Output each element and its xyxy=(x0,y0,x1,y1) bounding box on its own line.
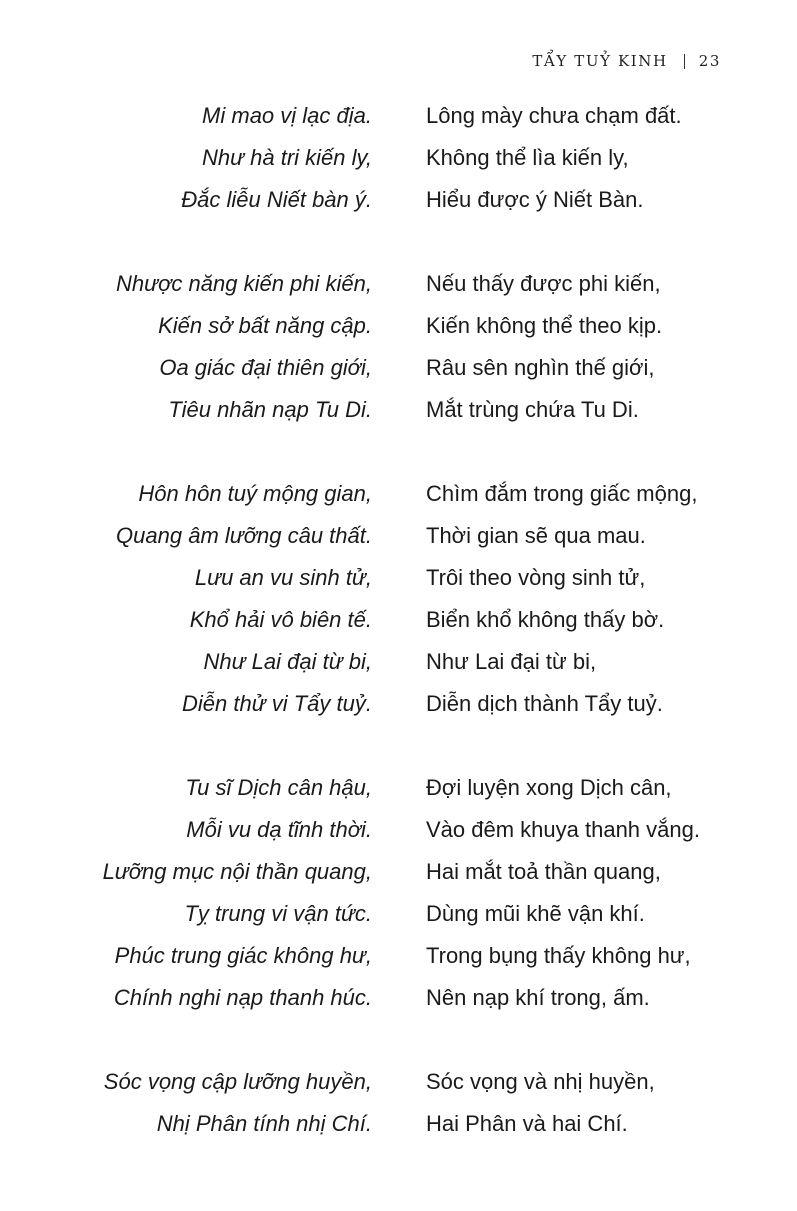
verse-line xyxy=(0,347,797,389)
original-verse: Oa giác đại thiên giới, xyxy=(159,355,372,380)
verse-line xyxy=(0,851,797,893)
original-verse: Sóc vọng cập lưỡng huyền, xyxy=(103,1069,372,1094)
verse-line xyxy=(0,473,797,515)
translated-verse: Như Lai đại từ bi, xyxy=(426,649,597,674)
original-verse: Tu sĩ Dịch cân hậu, xyxy=(185,775,372,800)
stanza xyxy=(0,1061,797,1145)
original-verse: Mi mao vị lạc địa. xyxy=(202,103,372,128)
translated-verse: Râu sên nghìn thế giới, xyxy=(426,355,655,380)
verse-line xyxy=(0,389,797,431)
stanza xyxy=(0,95,797,221)
verse-line xyxy=(0,305,797,347)
original-verse: Nhị Phân tính nhị Chí. xyxy=(156,1111,372,1136)
verse-line xyxy=(0,977,797,1019)
running-head xyxy=(532,48,721,74)
translated-verse: Hai mắt toả thần quang, xyxy=(426,859,661,884)
stanza xyxy=(0,767,797,1019)
original-verse: Phúc trung giác không hư, xyxy=(114,943,372,968)
translated-verse: Nếu thấy được phi kiến, xyxy=(426,271,661,296)
original-verse: Quang âm lưỡng câu thất. xyxy=(116,523,372,548)
page-number: 23 xyxy=(698,52,721,70)
original-verse: Tỵ trung vi vận tức. xyxy=(184,901,372,926)
verse-line xyxy=(0,1103,797,1145)
verse-line xyxy=(0,557,797,599)
verse-line xyxy=(0,809,797,851)
verse-line xyxy=(0,515,797,557)
verse-line xyxy=(0,893,797,935)
original-verse: Tiêu nhãn nạp Tu Di. xyxy=(168,397,372,422)
original-verse: Lưỡng mục nội thần quang, xyxy=(102,859,372,884)
translated-verse: Không thể lìa kiến ly, xyxy=(426,145,629,170)
translated-verse: Mắt trùng chứa Tu Di. xyxy=(426,397,639,422)
book-title: TẨY TUỶ KINH xyxy=(532,52,668,70)
poem-body xyxy=(0,95,797,1187)
original-verse: Diễn thử vi Tẩy tuỷ. xyxy=(181,691,372,716)
header-separator xyxy=(684,54,685,69)
original-verse: Mỗi vu dạ tĩnh thời. xyxy=(186,817,372,842)
translated-verse: Trong bụng thấy không hư, xyxy=(426,943,691,968)
original-verse: Như Lai đại từ bi, xyxy=(203,649,372,674)
original-verse: Kiến sở bất năng cập. xyxy=(158,313,372,338)
translated-verse: Hai Phân và hai Chí. xyxy=(426,1111,628,1136)
original-verse: Nhược năng kiến phi kiến, xyxy=(116,271,372,296)
original-verse: Hôn hôn tuý mộng gian, xyxy=(138,481,372,506)
translated-verse: Hiểu được ý Niết Bàn. xyxy=(426,187,644,212)
verse-line xyxy=(0,179,797,221)
translated-verse: Sóc vọng và nhị huyền, xyxy=(426,1069,655,1094)
verse-line xyxy=(0,683,797,725)
verse-line xyxy=(0,137,797,179)
translated-verse: Nên nạp khí trong, ấm. xyxy=(426,985,650,1010)
verse-line xyxy=(0,1061,797,1103)
verse-line xyxy=(0,641,797,683)
translated-verse: Dùng mũi khẽ vận khí. xyxy=(426,901,645,926)
translated-verse: Trôi theo vòng sinh tử, xyxy=(426,565,646,590)
verse-line xyxy=(0,95,797,137)
verse-line xyxy=(0,935,797,977)
original-verse: Khổ hải vô biên tế. xyxy=(189,607,372,632)
original-verse: Chính nghi nạp thanh húc. xyxy=(113,985,372,1010)
translated-verse: Chìm đắm trong giấc mộng, xyxy=(426,481,698,506)
verse-line xyxy=(0,599,797,641)
translated-verse: Kiến không thể theo kịp. xyxy=(426,313,663,338)
translated-verse: Vào đêm khuya thanh vắng. xyxy=(426,817,700,842)
stanza xyxy=(0,263,797,431)
translated-verse: Biển khổ không thấy bờ. xyxy=(426,607,665,632)
stanza xyxy=(0,473,797,725)
original-verse: Lưu an vu sinh tử, xyxy=(194,565,372,590)
translated-verse: Đợi luyện xong Dịch cân, xyxy=(426,775,672,800)
verse-line xyxy=(0,263,797,305)
translated-verse: Thời gian sẽ qua mau. xyxy=(426,523,646,548)
original-verse: Đắc liễu Niết bàn ý. xyxy=(181,187,372,212)
translated-verse: Diễn dịch thành Tẩy tuỷ. xyxy=(426,691,663,716)
translated-verse: Lông mày chưa chạm đất. xyxy=(426,103,682,128)
verse-line xyxy=(0,767,797,809)
original-verse: Như hà tri kiến ly, xyxy=(201,145,372,170)
